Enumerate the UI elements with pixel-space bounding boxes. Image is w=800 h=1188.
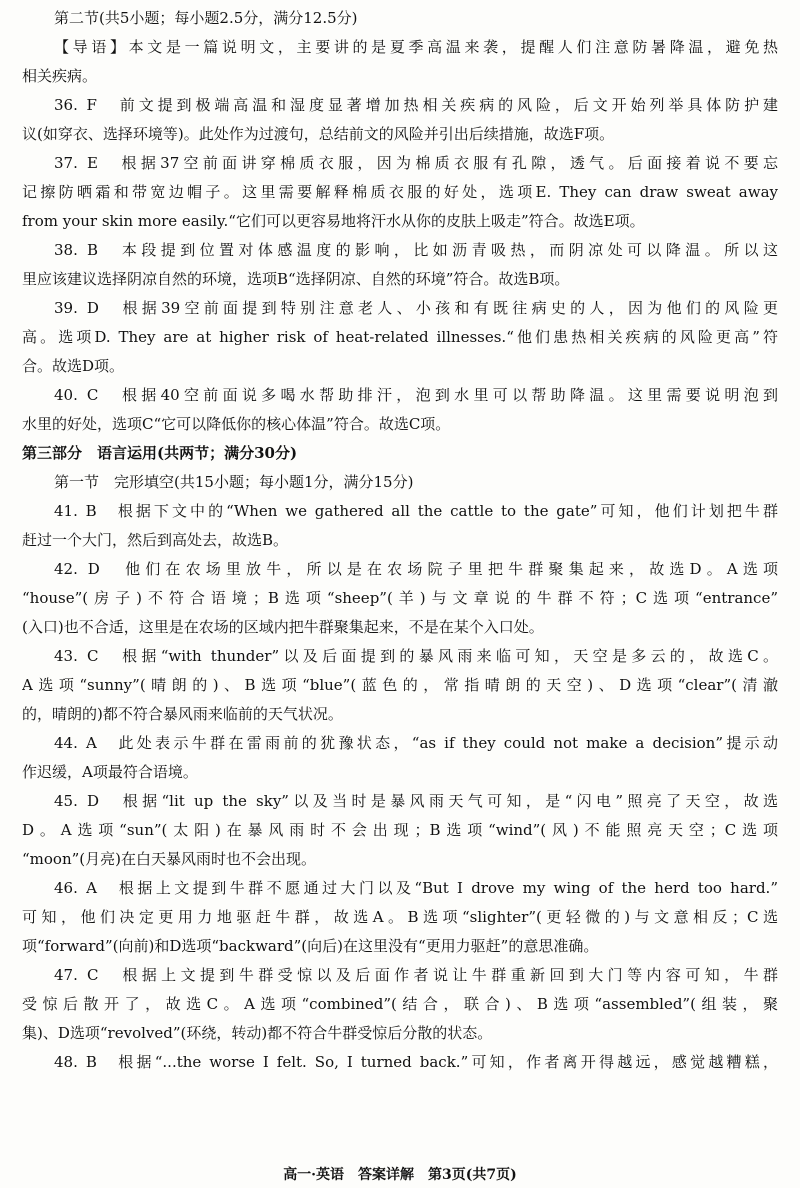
answer-41: 41. B 根据下文中的“When we gathered all the cattle to the gate”可知，他们计划把牛群 bbox=[54, 502, 778, 520]
answer-48: 48. B 根据“...the worse I felt. So, I turned back.”可知，作者离开得越远，感觉越糟糕， bbox=[54, 1053, 778, 1071]
answer-42: 42. D 他们在农场里放牛，所以是在农场院子里把牛群聚集起来，故选D。A选项 bbox=[54, 560, 778, 578]
intro-line: 相关疾病。 bbox=[22, 67, 98, 85]
answer-36: 36. F 前文提到极端高温和湿度显著增加热相关疾病的风险，后文开始列举具体防护建 bbox=[54, 96, 778, 114]
answer-38: 里应该建议选择阴凉自然的环境，选项B“选择阴凉、自然的环境”符合。故选B项。 bbox=[22, 270, 570, 288]
answer-44: 作迟缓，A项最符合语境。 bbox=[22, 763, 198, 781]
answer-40: 40. C 根据40空前面说多喝水帮助排汗，泡到水里可以帮助降温。这里需要说明泡到 bbox=[54, 386, 778, 404]
answer-47: 集)、D选项“revolved”(环绕，转动)都不符合牛群受惊后分散的状态。 bbox=[22, 1024, 493, 1042]
answer-42: “house”(房子)不符合语境；B选项“sheep”(羊)与文章说的牛群不符；C选项“entrance” bbox=[22, 589, 778, 607]
section-heading: 第二节(共5小题；每小题2.5分，满分12.5分) bbox=[54, 9, 358, 27]
answer-39: 39. D 根据39空前面提到特别注意老人、小孩和有既往病史的人，因为他们的风险更 bbox=[54, 299, 778, 317]
answer-41: 赶过一个大门，然后到高处去，故选B。 bbox=[22, 531, 289, 549]
answer-37: 记擦防晒霜和带宽边帽子。这里需要解释棉质衣服的好处，选项E. They can draw sweat away bbox=[22, 183, 778, 201]
answer-37: 37. E 根据37空前面讲穿棉质衣服，因为棉质衣服有孔隙，透气。后面接着说不要忘 bbox=[54, 154, 778, 172]
answer-43: A选项“sunny”(晴朗的)、B选项“blue”(蓝色的，常指晴朗的天空)、D选项“clear”(清澈 bbox=[22, 676, 778, 694]
answer-47: 受惊后散开了，故选C。A选项“combined”(结合，联合)、B选项“assembled”(组装，聚 bbox=[22, 995, 778, 1013]
page-footer: 高一·英语 答案详解 第3页(共7页) bbox=[283, 1167, 517, 1183]
answer-45: 45. D 根据“lit up the sky”以及当时是暴风雨天气可知，是“闪电”照亮了天空，故选 bbox=[54, 792, 778, 810]
answer-43: 的，晴朗的)都不符合暴风雨来临前的天气状况。 bbox=[22, 705, 343, 723]
answer-39: 合。故选D项。 bbox=[22, 357, 125, 375]
section-heading: 第一节 完形填空(共15小题；每小题1分，满分15分) bbox=[54, 473, 414, 491]
answer-43: 43. C 根据“with thunder”以及后面提到的暴风雨来临可知，天空是多云的，故选C。 bbox=[54, 647, 778, 665]
answer-46: 46. A 根据上文提到牛群不愿通过大门以及“But I drove my wing of the herd too hard.” bbox=[54, 879, 778, 897]
answer-40: 水里的好处，选项C“它可以降低你的核心体温”符合。故选C项。 bbox=[22, 415, 451, 433]
answer-46: 可知，他们决定更用力地驱赶牛群，故选A。B选项“slighter”(更轻微的)与文意相反；C选 bbox=[22, 908, 778, 926]
answer-36: 议(如穿衣、选择环境等)。此处作为过渡句，总结前文的风险并引出后续措施，故选F项。 bbox=[22, 125, 615, 143]
answer-38: 38. B 本段提到位置对体感温度的影响，比如沥青吸热，而阴凉处可以降温。所以这 bbox=[54, 241, 778, 259]
answer-39: 高。选项D. They are at higher risk of heat-related illnesses.“他们患热相关疾病的风险更高”符 bbox=[22, 328, 778, 346]
part-heading: 第三部分 语言运用(共两节；满分30分) bbox=[22, 444, 298, 462]
answer-47: 47. C 根据上文提到牛群受惊以及后面作者说让牛群重新回到大门等内容可知，牛群 bbox=[54, 966, 778, 984]
answer-42: (入口)也不合适，这里是在农场的区域内把牛群聚集起来，不是在某个入口处。 bbox=[22, 618, 544, 636]
answer-46: 项“forward”(向前)和D选项“backward”(向后)在这里没有“更用力驱赶”的意思准确。 bbox=[22, 937, 599, 955]
answer-45: D。A选项“sun”(太阳)在暴风雨时不会出现；B选项“wind”(风)不能照亮天空；C选项 bbox=[22, 821, 778, 839]
answer-37: from your skin more easily.“它们可以更容易地将汗水从你的皮肤上吸走”符合。故选E项。 bbox=[22, 212, 645, 230]
answer-44: 44. A 此处表示牛群在雷雨前的犹豫状态，“as if they could not make a decision”提示动 bbox=[54, 734, 778, 752]
answer-45: “moon”(月亮)在白天暴风雨时也不会出现。 bbox=[22, 850, 316, 868]
answer-text bbox=[22, 4, 778, 1077]
intro-line: 【导语】本文是一篇说明文，主要讲的是夏季高温来袭，提醒人们注意防暑降温，避免热 bbox=[54, 38, 778, 56]
